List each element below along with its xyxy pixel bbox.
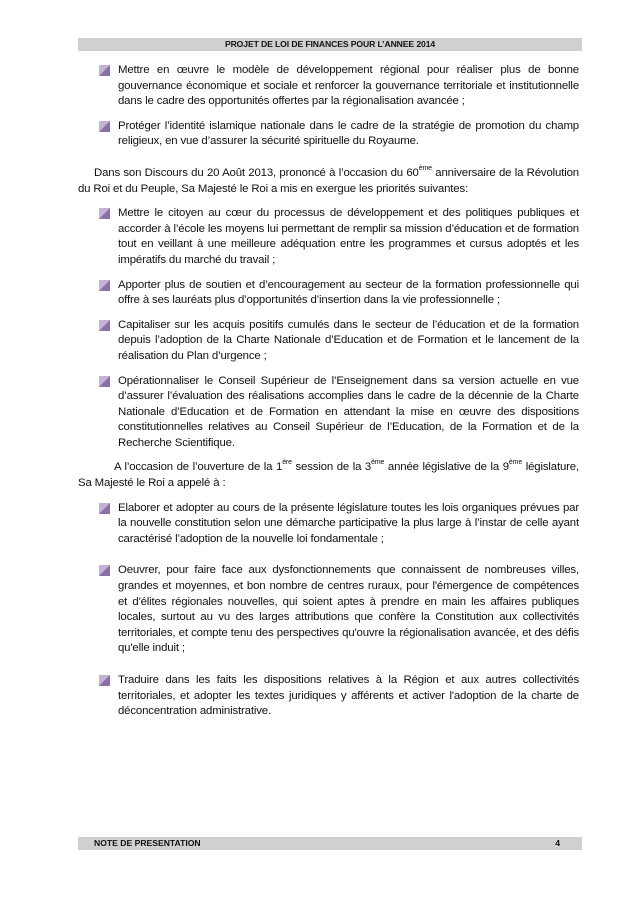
bullet-icon [99, 65, 110, 76]
list-item-text: Traduire dans les faits les dispositions relatives à la Région et aux autres collectivités territoriales, et adopter les textes juridiques y afférents et activer l'adoption de la charte de déconcentration administrative. [118, 674, 579, 718]
paragraph-text: A l’occasion de l’ouverture de la 1 [114, 461, 283, 474]
bullet-icon [99, 208, 110, 219]
bullet-icon [99, 280, 110, 291]
list-item [78, 673, 579, 720]
list-item [78, 63, 579, 110]
page-header [78, 38, 582, 51]
document-body [78, 63, 579, 729]
list-item-text: Oeuvrer, pour faire face aux dysfonctionnements que connaissent de nombreuses villes, grandes et moyennes, et bon nombre de centres ruraux, pour l'émergence de compétences et d'élites régionales nouvelles, qui soient aptes à prendre en main les affaires publiques locales, surtout au vu des larges attributions que confère la Constitution aux collectivités territoriales, et compte tenu des perspectives qu'ouvre la régionalisation avancée, et des défis qu'elle induit ; [118, 564, 579, 655]
superscript: ère [282, 459, 292, 467]
superscript: ème [371, 459, 385, 467]
list-item [78, 563, 579, 657]
list-item [78, 501, 579, 548]
paragraph-text: session de la 3 [291, 461, 372, 474]
paragraph-text: année législative de la 9 [384, 461, 509, 474]
paragraph-text: anniversaire de la Révolution du Roi et du Peuple, Sa Majesté le Roi a mis en exergue les priorités suivantes: [78, 166, 579, 195]
list-item-text: Protéger l’identité islamique nationale dans le cadre de la stratégie de promotion du champ religieux, en vue d’assurer la sécurité spirituelle du Royaume. [118, 119, 579, 148]
footer-label: NOTE DE PRESENTATION [94, 838, 201, 848]
list-item-text: Apporter plus de soutien et d’encouragement au secteur de la formation professionnelle qui offre à ses lauréats plus d’opportunités d’insertion dans la vie professionnelle ; [118, 278, 579, 307]
list-item-text: Elaborer et adopter au cours de la présente législature toutes les lois organiques prévues par la nouvelle constitution selon une démarche participative la plus large à l’instar de celle ayant caractérisé l’adoption de la nouvelle loi fondamentale ; [118, 501, 579, 545]
list-item-text: Opérationnaliser le Conseil Supérieur de l’Enseignement dans sa version actuelle en vue d’assurer l’évaluation des réalisations accomplies dans le cadre de la décennie de la Charte Nationale d’Education et de Formation en attendant la mise en œuvre des dispositions constitutionnelles relatives au Conseil Supérieur de l’Education, de la Formation et de la Recherche Scientifique. [118, 374, 579, 449]
superscript: ème [418, 164, 432, 172]
page-footer [78, 837, 582, 850]
bullet-icon [99, 503, 110, 514]
paragraph [78, 460, 579, 491]
list-item-text: Mettre le citoyen au cœur du processus de développement et des politiques publiques et accorder à l’école les moyens lui permettant de remplir sa mission d’éducation et de formation tout en veillant à une meilleure adéquation entre les programmes et cursus adoptés et les impératifs du marché du travail ; [118, 207, 579, 266]
bullet-icon [99, 320, 110, 331]
bullet-icon [99, 376, 110, 387]
list-item-text: Capitaliser sur les acquis positifs cumulés dans le secteur de l’éducation et de la formation depuis l’adoption de la Charte Nationale d’Education et de Formation et le lancement de la réalisation du Plan d’urgence ; [118, 318, 579, 362]
header-title: PROJET DE LOI DE FINANCES POUR L’ANNEE 2014 [224, 39, 436, 49]
list-item [78, 318, 579, 365]
paragraph-text: Dans son Discours du 20 Août 2013, prononcé à l’occasion du 60 [94, 166, 419, 179]
bullet-icon [99, 675, 110, 686]
paragraph-text: législature, Sa Majesté le Roi a appelé à : [78, 461, 579, 490]
bullet-icon [99, 121, 110, 132]
page-number: 4 [555, 838, 560, 848]
list-item-text: Mettre en œuvre le modèle de développement régional pour réaliser plus de bonne gouvernance économique et sociale et renforcer la gouvernance territoriale et institutionnelle dans le cadre des opportunités offertes par la régionalisation avancée ; [118, 64, 579, 108]
list-item [78, 374, 579, 452]
list-item [78, 206, 579, 268]
list-item [78, 278, 579, 309]
list-item [78, 119, 579, 150]
paragraph [78, 166, 579, 197]
bullet-icon [99, 565, 110, 576]
superscript: ème [508, 459, 523, 467]
